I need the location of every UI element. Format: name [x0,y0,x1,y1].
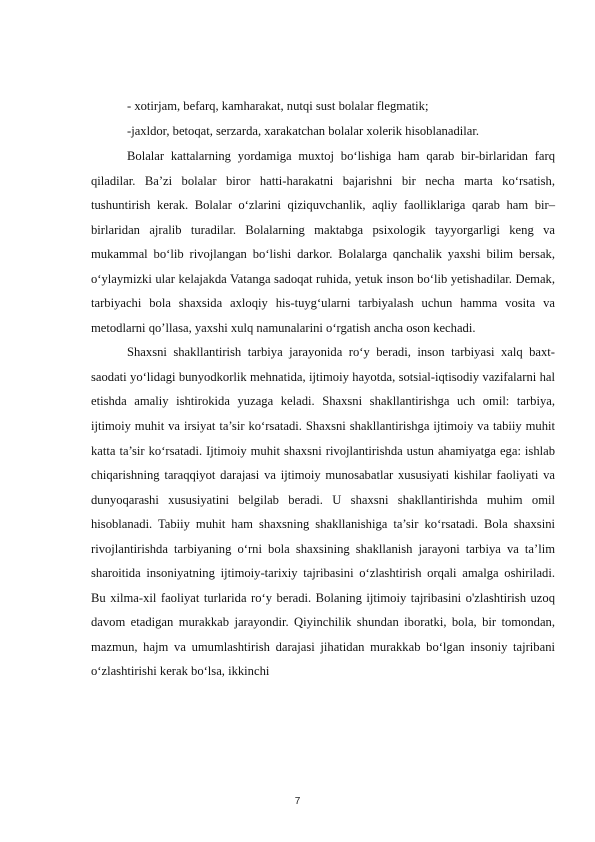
list-line-xolerik: -jaxldor, betoqat, serzarda, xarakatchan bolalar xolerik hisoblanadilar. [127,124,479,138]
paragraph-children-differences: Bolalar kattalarning yordamiga muxtoj bo‘lishiga ham qarab bir-birlaridan farq qiladilar. Ba’zi bolalar biror hatti-harakatni bajarishni bir necha marta ko‘rsatish, tushuntirish kerak. Bolalar o‘zlarini qiziquvchanlik, aqliy faolliklariga qarab ham bir–birlaridan ajralib turadilar. Bolalarning maktabga psixologik tayyorgarligi keng va mukammal bo‘lib rivojlangan bo‘lishi darkor. Bolalarga qanchalik yaxshi bilim bersak, o‘ylaymizki ular kelajakda Vatanga sadoqat ruhida, yetuk inson bo‘lib yetishadilar. Demak, tarbiyachi bola shaxsida axloqiy his-tuyg‘ularni tarbiyalash uchun hamma vosita va metodlarni qo’llasa, yaxshi xulq namunalarini o‘rgatish ancha oson kechadi. [91,149,555,335]
list-line-flegmatik: - xotirjam, befarq, kamharakat, nutqi sust bolalar flegmatik; [127,99,429,113]
page-number: 7 [294,796,301,807]
paragraph-personality-formation: Shaxsni shakllantirish tarbiya jarayonida ro‘y beradi, inson tarbiyasi xalq baxt-saodati yo‘lidagi bunyodkorlik mehnatida, ijtimoiy hayotda, sotsial-iqtisodiy vazifalarni hal etishda amaliy ishtirokida yuzaga keladi. Shaxsni shakllantirishga uch omil: tarbiya, ijtimoiy muhit va irsiyat ta’sir ko‘rsatadi. Shaxsni shakllantirishga ijtimoiy va tabiiy muhit katta ta’sir ko‘rsatadi. Ijtimoiy muhit shaxsni rivojlantirishda ustun ahamiyatga ega: ishlab chiqarishning taraqqiyot darajasi va ijtimoiy munosabatlar xususiyati kishilar faoliyati va dunyoqarashi xususiyatini belgilab beradi. U shaxsni shakllantirishda muhim omil hisoblanadi. Tabiiy muhit ham shaxsning shakllanishiga ta’sir ko‘rsatadi. Bola shaxsini rivojlantirishda tarbiyaning o‘rni bola shaxsining shakllanish jarayoni tarbiya va ta’lim sharoitida insoniyatning ijtimoiy-tarixiy tajribasini o‘zlashtirish orqali amalga oshiriladi. Bu xilma-xil faoliyat turlarida ro‘y beradi. Bolaning ijtimoiy tajribasini o'zlashtirish uzoq davom etadigan murakkab jarayondir. Qiyinchilik shundan iboratki, bola, bir tomondan, mazmun, hajm va umumlashtirish darajasi jihatidan murakkab bo‘lgan insoniy tajribani o‘zlashtirishi kerak bo‘lsa, ikkinchi [91,345,555,679]
page-body [91,94,555,684]
